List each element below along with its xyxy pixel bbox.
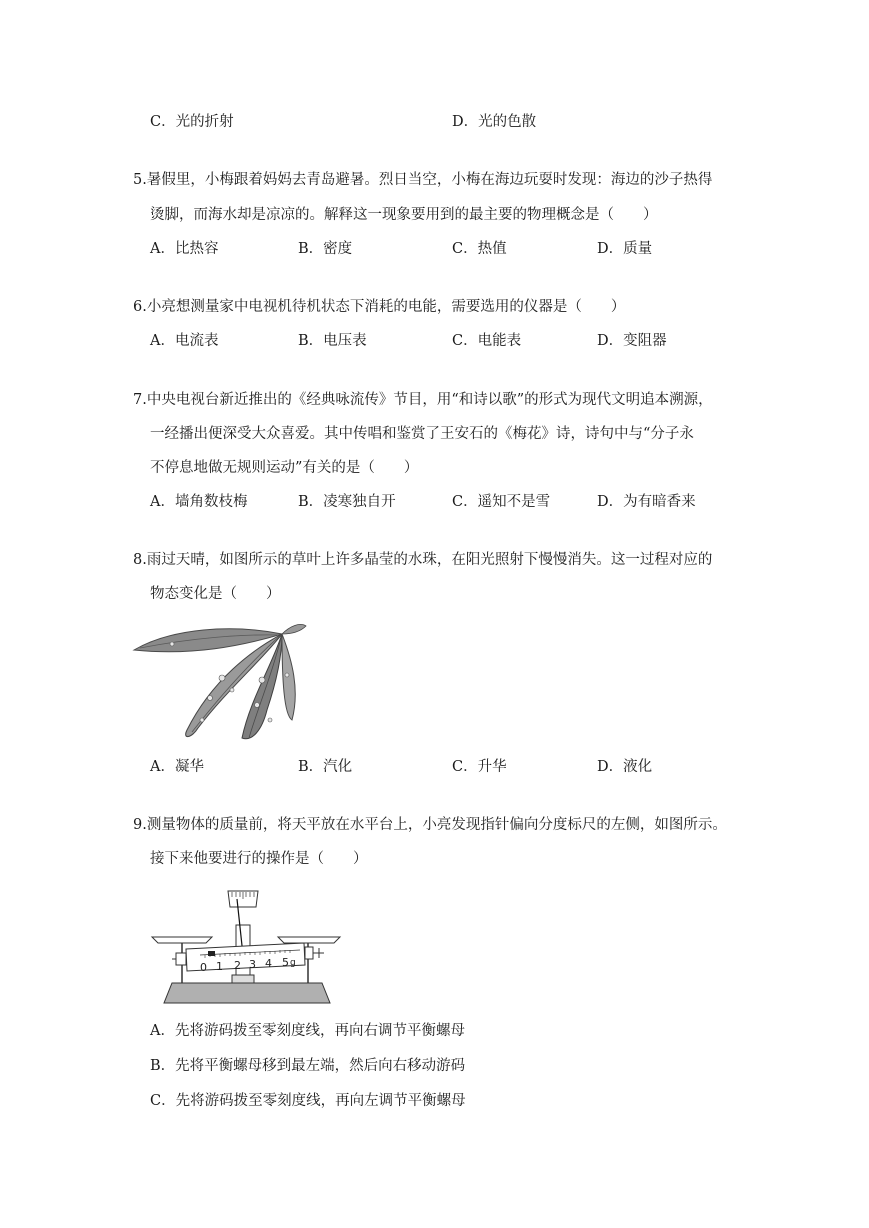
q7-stem-line2: 一经播出便深受大众喜爱。其中传唱和鉴赏了王安石的《梅花》诗，诗句中与“分子永 — [150, 426, 694, 442]
q7-option-a: A．墙角数枝梅 — [150, 494, 248, 510]
q7-stem-line3: 不停息地做无规则运动”有关的是（ ） — [150, 460, 419, 476]
scale-label-1: 1 — [216, 960, 223, 973]
q8-option-a: A．凝华 — [150, 759, 204, 775]
scale-label-4: 4 — [265, 957, 272, 970]
q6-option-b: B．电压表 — [298, 333, 367, 349]
q9-option-b: B．先将平衡螺母移到最左端，然后向右移动游码 — [150, 1058, 466, 1074]
q5-stem-line1: 5.暑假里，小梅跟着妈妈去青岛避暑。烈日当空，小梅在海边玩耍时发现：海边的沙子热得 — [133, 172, 713, 188]
q8-stem-line2: 物态变化是（ ） — [150, 586, 281, 602]
q6-stem-line1: 6.小亮想测量家中电视机待机状态下消耗的电能，需要选用的仪器是（ ） — [133, 299, 626, 315]
scale-label-0: 0 — [200, 961, 207, 974]
q5-option-a: A．比热容 — [150, 241, 219, 257]
q5-stem-line2: 烫脚，而海水却是凉凉的。解释这一现象要用到的最主要的物理概念是（ ） — [150, 207, 658, 223]
q7-option-b: B．凌寒独自开 — [298, 494, 396, 510]
q8-option-c: C．升华 — [452, 759, 507, 775]
q9-stem-line1: 9.测量物体的质量前，将天平放在水平台上，小亮发现指针偏向分度标尺的左侧，如图所示。 — [133, 817, 727, 833]
q5-option-b: B．密度 — [298, 241, 353, 257]
q9-option-c: C．先将游码拨至零刻度线，再向左调节平衡螺母 — [150, 1093, 466, 1109]
scale-label-2: 2 — [234, 959, 241, 972]
balance-scale-figure — [150, 885, 345, 1007]
scale-label-3: 3 — [249, 958, 256, 971]
q7-stem-line1: 7.中央电视台新近推出的《经典咏流传》节目，用“和诗以歌”的形式为现代文明追本溯源， — [133, 392, 713, 408]
q6-option-a: A．电流表 — [150, 333, 219, 349]
q8-option-b: B．汽化 — [298, 759, 353, 775]
scale-unit: g — [290, 958, 296, 968]
q4-option-c: C．光的折射 — [150, 114, 234, 130]
q5-option-c: C．热值 — [452, 241, 507, 257]
scale-label-5: 5 — [282, 956, 289, 969]
q8-stem-line1: 8.雨过天晴，如图所示的草叶上许多晶莹的水珠，在阳光照射下慢慢消失。这一过程对应的 — [133, 552, 713, 568]
q7-option-d: D．为有暗香来 — [597, 494, 696, 510]
leaves-with-water-drops-figure — [132, 620, 307, 745]
q7-option-c: C．遥知不是雪 — [452, 494, 551, 510]
q5-option-d: D．质量 — [597, 241, 653, 257]
q9-stem-line2: 接下来他要进行的操作是（ ） — [150, 851, 368, 867]
q8-option-d: D．液化 — [597, 759, 653, 775]
q6-option-d: D．变阻器 — [597, 333, 667, 349]
q4-option-d: D．光的色散 — [452, 114, 537, 130]
q9-option-a: A．先将游码拨至零刻度线，再向右调节平衡螺母 — [150, 1023, 465, 1039]
q6-option-c: C．电能表 — [452, 333, 522, 349]
